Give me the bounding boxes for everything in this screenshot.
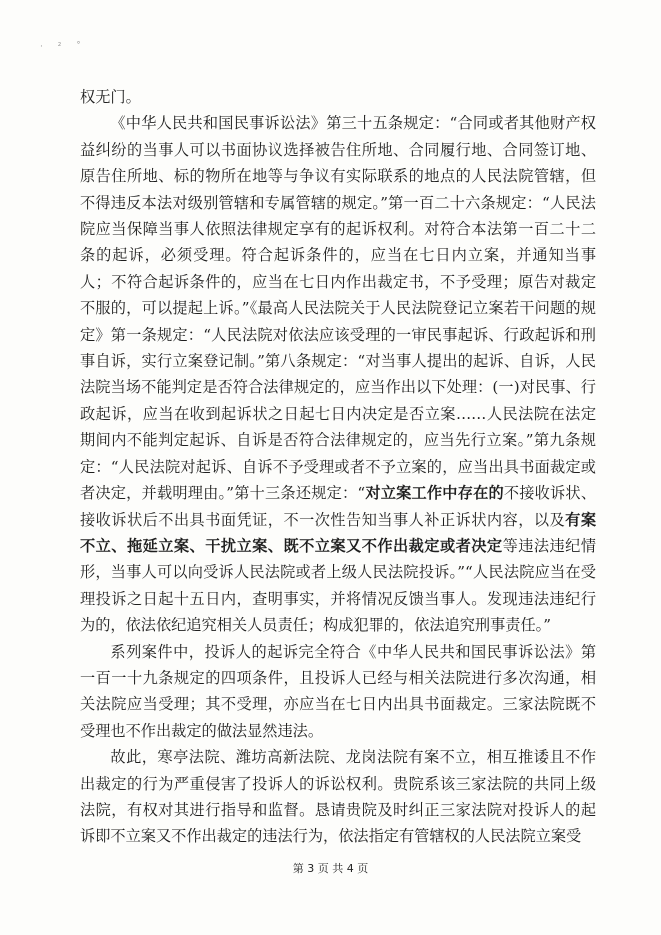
paragraph-text: 不接收诉状、接收诉状后不出具书面凭证，不一次性告知当事人补正诉状内容，以及 [80,484,597,529]
paragraph-text: 等违法违纪情形，当事人可以向受诉人民法院或者上级人民法院投诉。”“人民法院应当在受理投诉之日起十五日内，查明事实，并将情况反馈当事人。发现违法违纪行为的，依法依纪追究相关人员责任；构成犯罪的，依法追究刑事责任。” [80,536,597,635]
paragraph-2 [80,110,596,638]
scan-artifact-marks: · ² ˚ [40,42,87,52]
bold-text: 有案不立、拖延立案、干扰立案、既不立案又不作出裁定或者决定 [80,510,597,555]
paragraph-text: 系列案件中，投诉人的起诉完全符合《中华人民共和国民事诉讼法》第一百一十九条规定的四项条件，且投诉人已经与相关法院进行多次沟通，相关法院应当受理；其不受理，亦应当在七日内出具书面裁定。三家法院既不受理也不作出裁定的做法显然违法。 [80,642,596,740]
paragraph-text: 故此，寒亭法院、潍坊高新法院、龙岗法院有案不立，相互推诿且不作出裁定的行为严重侵害了投诉人的诉讼权利。贵院系该三家法院的共同上级法院，有权对其进行指导和监督。恳请贵院及时纠正三家法院对投诉人的起诉即不立案又不作出裁定的违法行为，依法指定有管辖权的人民法院立案受 [80,748,596,846]
bold-text: 对立案工作中存在的 [365,484,504,503]
paragraph-1 [80,84,596,110]
paragraph-text: 《中华人民共和国民事诉讼法》第三十五条规定：“合同或者其他财产权益纠纷的当事人可以书面协议选择被告住所地、合同履行地、合同签订地、原告住所地、标的物所在地等与争议有实际联系的地点的人民法院管辖，但不得违反本法对级别管辖和专属管辖的规定。”第一百二十六条规定：“人民法院应当保障当事人依照法律规定享有的起诉权利。对符合本法第一百二十二条的起诉，必须受理。符合起诉条件的，应当在七日内立案，并通知当事人；不符合起诉条件的，应当在七日内作出裁定书，不予受理；原告对裁定不服的，可以提起上诉。”《最高人民法院关于人民法院登记立案若干问题的规定》第一条规定：“人民法院对依法应该受理的一审民事起诉、行政起诉和刑事自诉，实行立案登记制。”第八条规定：“对当事人提出的起诉、自诉，人民法院当场不能判定是否符合法律规定的，应当作出以下处理：(一)对民事、行政起诉，应当在收到起诉状之日起七日内决定是否立案……人民法院在法定期间内不能判定起诉、自诉是否符合法律规定的，应当先行立案。”第九条规定：“人民法院对起诉、自诉不予受理或者不予立案的，应当出具书面裁定或者决定，并载明理由。”第十三条还规定：“ [80,114,596,503]
paragraph-4 [80,744,596,850]
document-body [80,84,596,850]
page-number-footer: 第 3 页 共 4 页 [292,862,369,875]
paragraph-text: 权无门。 [80,88,141,106]
paragraph-3 [80,639,596,745]
